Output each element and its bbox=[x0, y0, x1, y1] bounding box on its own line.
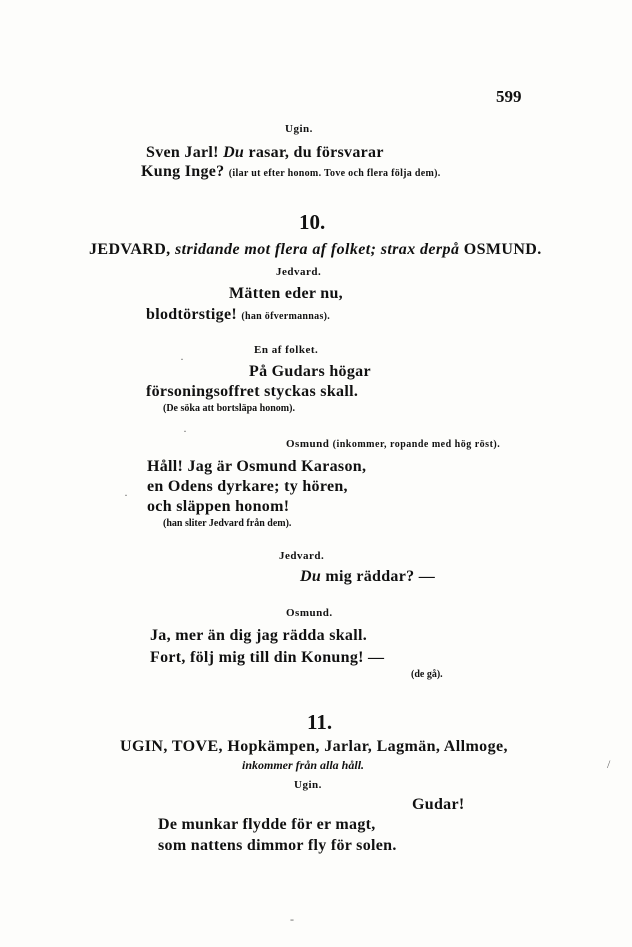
verse-line: blodtörstige! (han öfvermannas). bbox=[146, 306, 331, 323]
speaker-folket: En af folket. bbox=[254, 344, 319, 356]
verse-line: Du mig räddar? — bbox=[300, 568, 436, 585]
scene-number: 10. bbox=[299, 210, 326, 234]
speaker-osmund: Osmund. bbox=[286, 607, 333, 619]
stage-direction: (de gå). bbox=[411, 669, 443, 680]
speck: - bbox=[290, 912, 294, 926]
verse-line: På Gudars högar bbox=[249, 363, 371, 380]
scene-heading: JEDVARD, stridande mot flera af folket; strax derpå OSMUND. bbox=[89, 241, 542, 258]
verse-line: Gudar! bbox=[412, 796, 465, 813]
verse-line: Sven Jarl! Du rasar, du försvarar bbox=[146, 144, 384, 161]
speaker-osmund: Osmund (inkommer, ropande med hög röst). bbox=[286, 438, 501, 450]
speaker-jedvard: Jedvard. bbox=[279, 550, 325, 562]
verse-line: en Odens dyrkare; ty hören, bbox=[147, 478, 348, 495]
verse-line: Mätten eder nu, bbox=[229, 285, 343, 302]
speaker-jedvard: Jedvard. bbox=[276, 266, 322, 278]
verse-line: och släppen honom! bbox=[147, 498, 290, 515]
speck: · bbox=[180, 352, 184, 366]
verse-line: De munkar flydde för er magt, bbox=[158, 816, 376, 833]
speaker-ugin: Ugin. bbox=[294, 779, 322, 791]
page-number: 599 bbox=[496, 87, 522, 106]
verse-line: Fort, följ mig till din Konung! — bbox=[150, 649, 385, 666]
speaker-ugin: Ugin. bbox=[285, 123, 313, 135]
verse-line: Håll! Jag är Osmund Karason, bbox=[147, 458, 367, 475]
verse-line: Kung Inge? (ilar ut efter honom. Tove och flera följa dem). bbox=[141, 163, 441, 180]
scene-number: 11. bbox=[307, 710, 333, 734]
verse-line: som nattens dimmor fly för solen. bbox=[158, 837, 397, 854]
speck: / bbox=[607, 757, 611, 771]
scene-heading: UGIN, TOVE, Hopkämpen, Jarlar, Lagmän, Allmoge, bbox=[120, 738, 508, 755]
speck: · bbox=[124, 488, 128, 502]
stage-direction: inkommer från alla håll. bbox=[242, 758, 365, 772]
stage-direction: (De söka att bortsläpa honom). bbox=[163, 403, 295, 414]
verse-line: försoningsoffret styckas skall. bbox=[146, 383, 359, 400]
stage-direction: (inkommer, ropande med hög röst). bbox=[332, 439, 501, 450]
speck: · bbox=[183, 424, 187, 438]
verse-line: Ja, mer än dig jag rädda skall. bbox=[150, 627, 368, 644]
stage-direction: (han sliter Jedvard från dem). bbox=[163, 518, 292, 529]
stage-direction: (ilar ut efter honom. Tove och flera följa dem). bbox=[228, 168, 441, 179]
stage-direction: (han öfvermannas). bbox=[241, 311, 331, 322]
